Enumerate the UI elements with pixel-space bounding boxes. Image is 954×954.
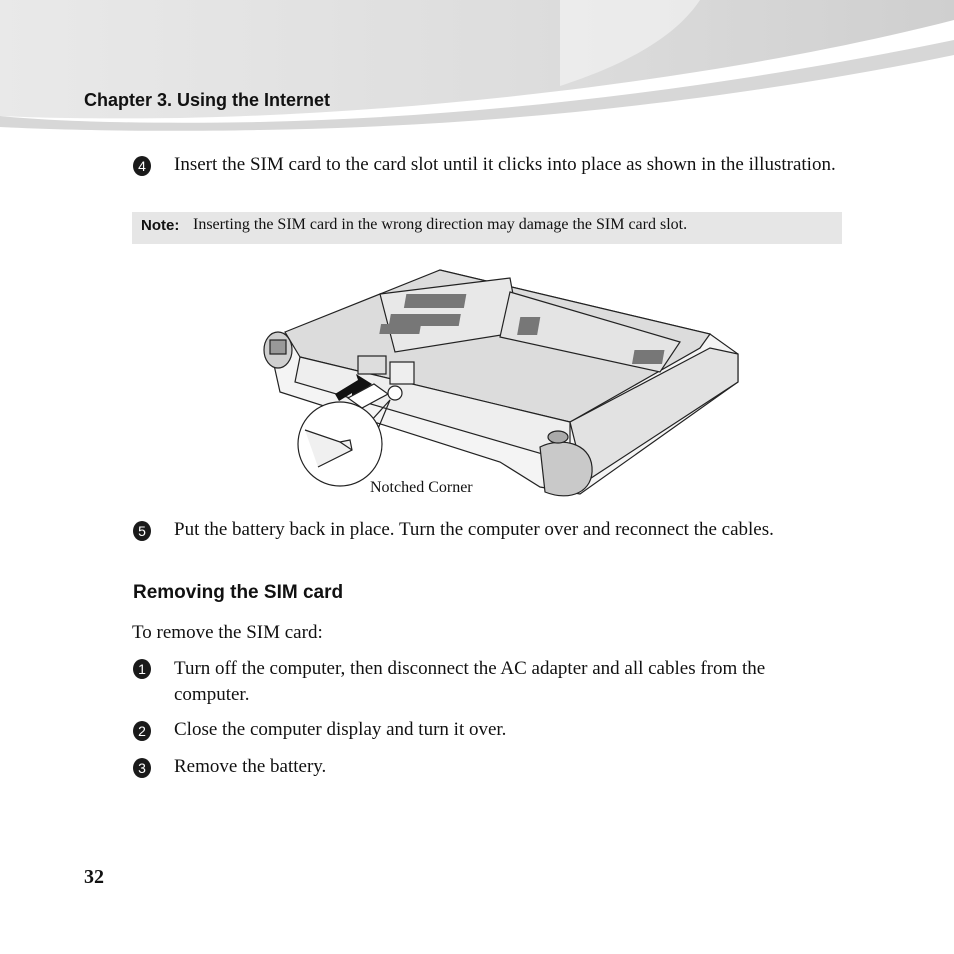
step-number-badge: 1	[133, 659, 151, 679]
step-number-badge: 2	[133, 721, 151, 741]
step-text: Remove the battery.	[174, 756, 327, 777]
sim-card-insertion-illustration	[240, 262, 750, 507]
step-text: Turn off the computer, then disconnect the AC adapter and all cables from the computer.	[174, 658, 766, 705]
step-number-badge: 5	[133, 521, 151, 541]
step-text: Put the battery back in place. Turn the computer over and reconnect the cables.	[174, 519, 774, 540]
section-intro: To remove the SIM card:	[132, 622, 323, 643]
chapter-title: Chapter 3. Using the Internet	[84, 90, 331, 110]
header-swoosh-decoration	[0, 0, 954, 140]
step-text: Insert the SIM card to the card slot until it clicks into place as shown in the illustration.	[174, 154, 836, 175]
section-heading: Removing the SIM card	[133, 582, 344, 603]
note-label: Note:	[141, 217, 180, 234]
page-number: 32	[84, 866, 104, 888]
step-number-badge: 4	[133, 156, 151, 176]
note-text: Inserting the SIM card in the wrong direction may damage the SIM card slot.	[193, 216, 688, 233]
figure-caption: Notched Corner	[370, 479, 473, 496]
step-number-badge: 3	[133, 758, 151, 778]
note-box	[132, 212, 842, 244]
step-text: Close the computer display and turn it over.	[174, 719, 507, 740]
